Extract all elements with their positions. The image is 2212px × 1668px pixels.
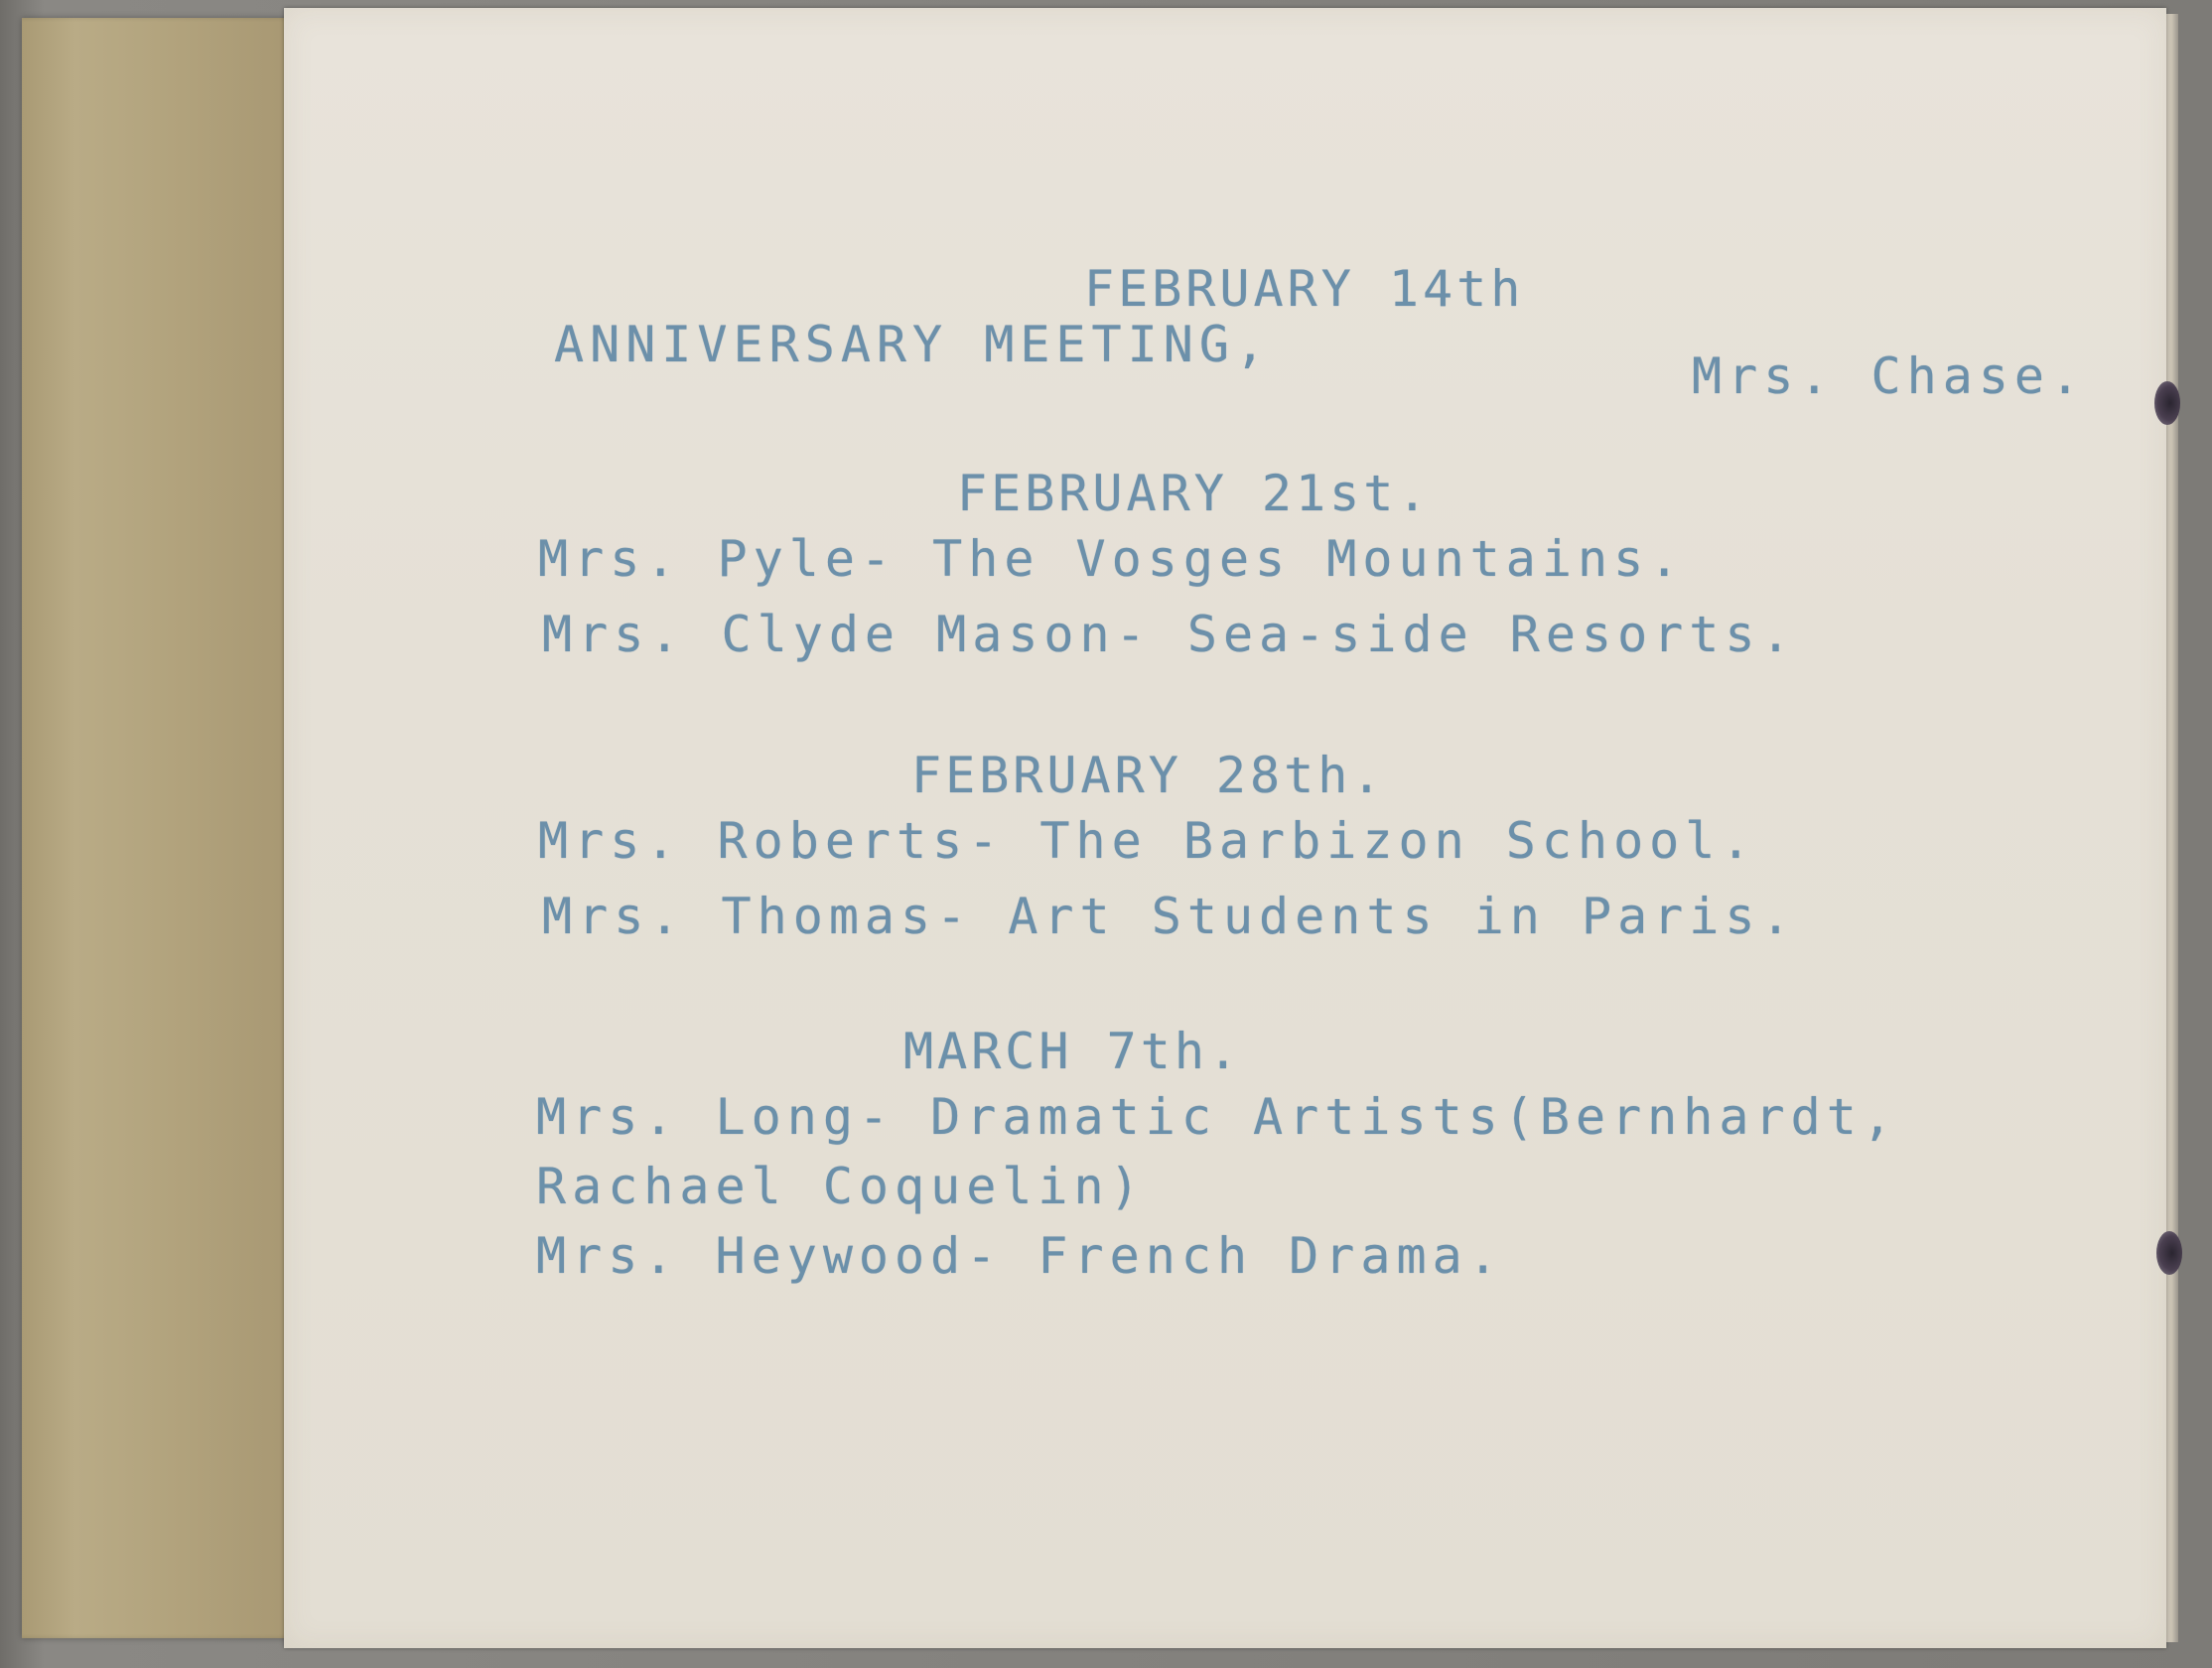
entry-mrs-long: Mrs. Long- Dramatic Artists(Bernhardt, — [536, 1088, 1898, 1146]
binding-hole-top — [2154, 381, 2180, 425]
entry-mrs-thomas: Mrs. Thomas- Art Students in Paris. — [542, 888, 1797, 945]
entry-mrs-chase: Mrs. Chase. — [1692, 348, 2087, 405]
entry-mrs-heywood: Mrs. Heywood- French Drama. — [536, 1227, 1504, 1285]
date-heading-feb-28: FEBRUARY 28th. — [911, 747, 1386, 804]
album-spine — [22, 18, 290, 1638]
entry-mrs-pyle: Mrs. Pyle- The Vosges Mountains. — [538, 530, 1686, 588]
date-heading-feb-21: FEBRUARY 21st. — [957, 465, 1432, 522]
date-heading-mar-7: MARCH 7th. — [903, 1023, 1243, 1080]
entry-mrs-roberts: Mrs. Roberts- The Barbizon School. — [538, 812, 1757, 870]
date-heading-feb-14: FEBRUARY 14th — [1084, 260, 1525, 318]
entry-rachael-coquelin: Rachael Coquelin) — [536, 1158, 1146, 1215]
binding-hole-bottom — [2156, 1231, 2182, 1275]
entry-mrs-clyde-mason: Mrs. Clyde Mason- Sea-side Resorts. — [542, 606, 1797, 663]
entry-anniversary-meeting: ANNIVERSARY MEETING, — [554, 316, 1272, 373]
